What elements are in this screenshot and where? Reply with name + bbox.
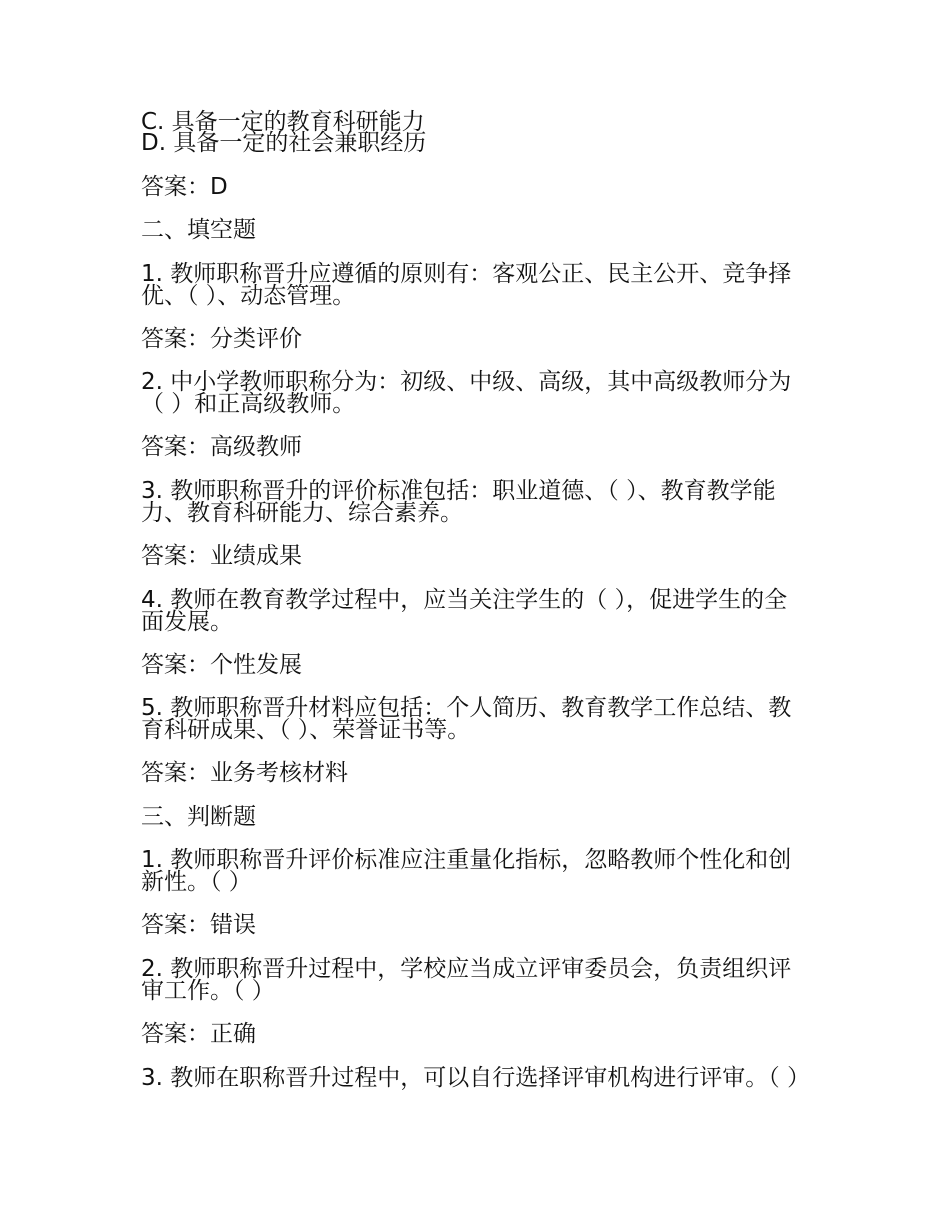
answer-text: 答案：个性发展 [141,652,302,678]
question-2-1: 1. 教师职称晋升应遵循的原则有：客观公正、民主公开、竞争择优、（ ）、动态管理。 [141,261,792,309]
answer-text: 答案：正确 [141,1021,256,1047]
question-3-2: 2. 教师职称晋升过程中，学校应当成立评审委员会，负责组织评审工作。（ ） [141,956,792,1004]
answer-text: 答案：分类评价 [141,326,302,352]
question-2-2: 2. 中小学教师职称分为：初级、中级、高级，其中高级教师分为（ ）和正高级教师。 [141,369,792,417]
answer-text: 答案：错误 [141,912,256,938]
option-c: C. 具备一定的教育科研能力 [141,109,425,135]
question-2-5: 5. 教师职称晋升材料应包括：个人简历、教育教学工作总结、教育科研成果、（ ）、荣誉证书等。 [141,695,792,743]
answer-text: 答案：高级教师 [141,434,302,460]
section-heading-true-false: 三、判断题 [141,804,256,830]
question-2-3: 3. 教师职称晋升的评价标准包括：职业道德、（ ）、教育教学能力、教育科研能力、综合素养。 [141,478,776,526]
question-3-3: 3. 教师在职称晋升过程中，可以自行选择评审机构进行评审。（ ） [141,1065,811,1091]
option-d: D. 具备一定的社会兼职经历 [141,130,427,156]
question-3-1: 1. 教师职称晋升评价标准应注重量化指标，忽略教师个性化和创新性。（ ） [141,847,792,895]
answer-text: 答案：业绩成果 [141,543,302,569]
answer-text: 答案：D [141,174,228,200]
question-2-4: 4. 教师在教育教学过程中，应当关注学生的（ ），促进学生的全面发展。 [141,587,788,635]
section-heading-fill-blank: 二、填空题 [141,217,256,243]
answer-text: 答案：业务考核材料 [141,760,348,786]
